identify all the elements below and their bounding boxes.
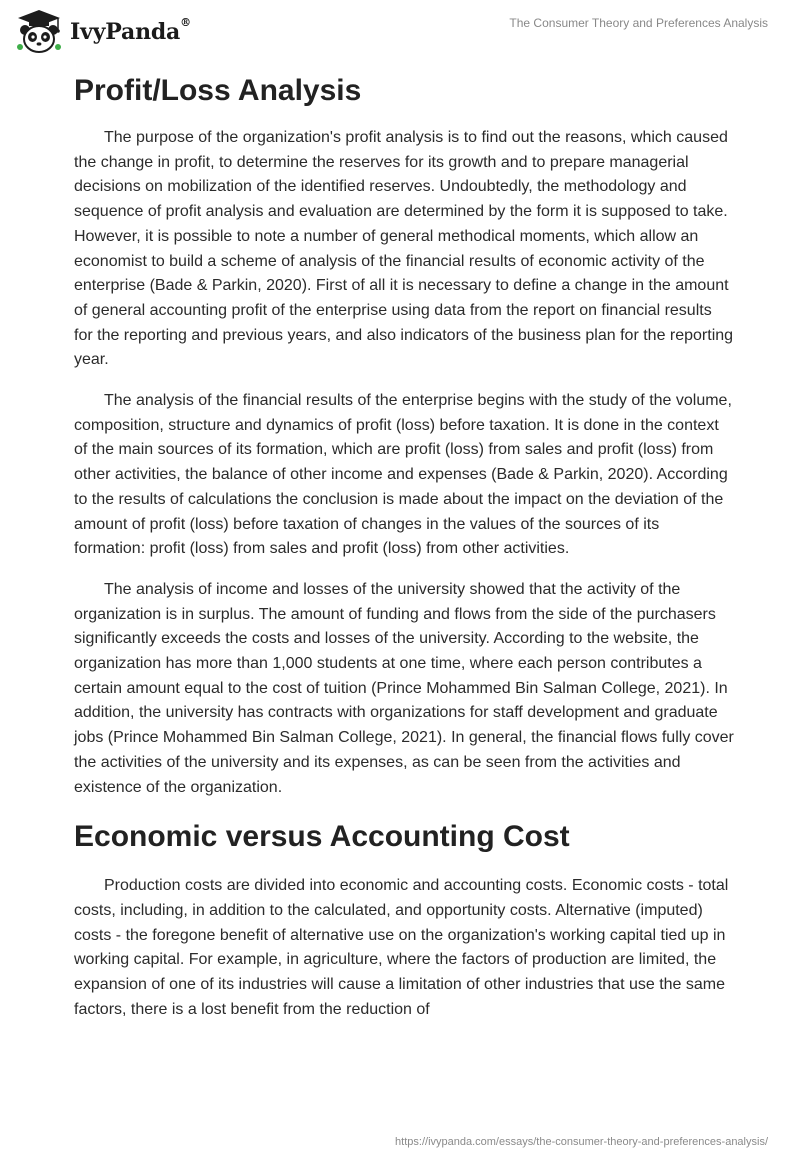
panda-graduate-icon [14, 8, 64, 54]
paragraph: The purpose of the organization's profit analysis is to find out the reasons, which caused the change in profit, to determine the reserves for its growth and to prepare managerial decisions on mobilization of the identified reserves. Undoubtedly, the methodology and sequence of profit analysis and evaluation are determined by the form it is supposed to take. However, it is possible to note a number of general methodical moments, which allow an economist to build a scheme of analysis of the financial results of economic activity of the enterprise (Bade & Parkin, 2020). First of all it is necessary to define a change in the amount of general accounting profit of the enterprise using data from the report on financial results for the reporting and previous years, and also indicators of the business plan for the reporting year. [74, 129, 734, 369]
page-header [0, 0, 800, 60]
section-heading-profit-loss: Profit/Loss Analysis [74, 74, 362, 107]
article-body [74, 72, 734, 1039]
brand-name: IvyPanda® [70, 16, 191, 45]
paragraph: The analysis of income and losses of the university showed that the activity of the organization is in surplus. The amount of funding and flows from the side of the purchasers significantly exceeds the costs and losses of the university. According to the website, the organization has more than 1,000 students at one time, where each person contributes a certain amount equal to the cost of tuition (Prince Mohammed Bin Salman College, 2021). In addition, the university has contracts with organizations for staff development and graduate jobs (Prince Mohammed Bin Salman College, 2021). In general, the financial flows fully cover the activities of the university and its expenses, as can be seen from the activities and existence of the organization. [74, 580, 734, 796]
document-title: The Consumer Theory and Preferences Analysis [509, 16, 768, 30]
brand-logo[interactable] [14, 8, 191, 54]
paragraph: Production costs are divided into economic and accounting costs. Economic costs - total costs, including, in addition to the calculated, and opportunity costs. Alternative (imputed) costs - the foregone benefit of alternative use on the organization's working capital tied up in working capital. For example, in agriculture, where the factors of production are limited, the expansion of one of its industries will cause a limitation of other industries that use the same factors, there is a lost benefit from the reduction of [74, 877, 729, 1018]
registered-mark: ® [180, 16, 191, 29]
paragraph: The analysis of the financial results of the enterprise begins with the study of the volume, composition, structure and dynamics of profit (loss) before taxation. It is done in the context of the main sources of its formation, which are profit (loss) from sales and profit (loss) from other activities, the balance of other income and expenses (Bade & Parkin, 2020). According to the results of calculations the conclusion is made about the impact on the deviation of the amount of profit (loss) before taxation of changes in the values of the sources of its formation: profit (loss) from sales and profit (loss) from other activities. [74, 392, 732, 558]
section-heading-economic-cost: Economic versus Accounting Cost [74, 820, 570, 854]
source-url[interactable]: https://ivypanda.com/essays/the-consumer-theory-and-preferences-analysis/ [395, 1136, 768, 1148]
